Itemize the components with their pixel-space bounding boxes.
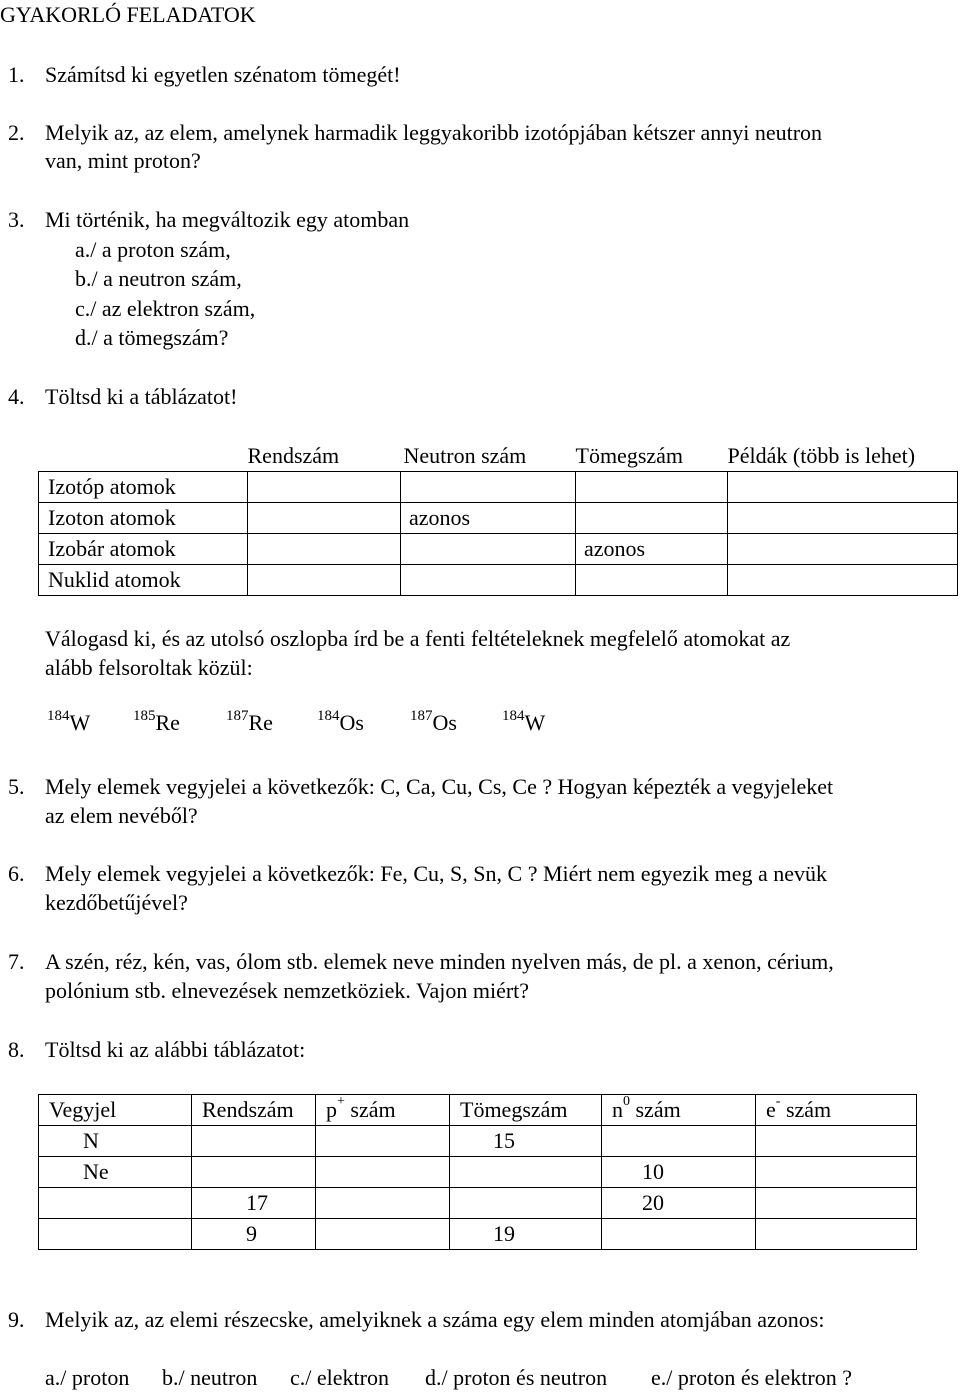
q5-text-line2: az elem nevéből? (45, 803, 198, 828)
particles-table-header (39, 1095, 917, 1126)
page-title: GYAKORLÓ FELADATOK (0, 2, 256, 27)
cell-input[interactable] (728, 565, 958, 596)
q7-number: 7. (8, 949, 25, 974)
isotope-item: $^{187}$Re (226, 708, 273, 735)
q9-option-b: b./ neutron (162, 1365, 258, 1390)
header-rendszam: Rendszám (247, 443, 340, 468)
cell-input[interactable] (248, 534, 401, 565)
cell-input[interactable] (248, 503, 401, 534)
q3-option-b: b./ a neutron szám, (75, 266, 242, 291)
cell-input[interactable] (316, 1188, 450, 1219)
header-tomegszam: Tömegszám (450, 1095, 602, 1126)
cell-input[interactable]: 10 (602, 1157, 756, 1188)
cell-input[interactable]: azonos (576, 534, 728, 565)
row-label: Izobár atomok (39, 534, 248, 565)
cell-input[interactable]: 15 (450, 1126, 602, 1157)
cell-input[interactable] (728, 472, 958, 503)
cell-input[interactable] (39, 1188, 192, 1219)
q2-number: 2. (8, 120, 25, 145)
cell-input[interactable] (401, 472, 576, 503)
particles-table (38, 1094, 917, 1250)
q6-number: 6. (8, 861, 25, 886)
cell-input[interactable] (248, 472, 401, 503)
table-row (39, 1126, 917, 1157)
q9-number: 9. (8, 1307, 25, 1332)
cell-input[interactable]: 20 (602, 1188, 756, 1219)
q3-number: 3. (8, 207, 25, 232)
cell-input[interactable] (756, 1188, 917, 1219)
table-row (39, 1219, 917, 1250)
table-row (39, 1157, 917, 1188)
cell-input[interactable] (576, 503, 728, 534)
cell-input[interactable] (576, 565, 728, 596)
cell-input[interactable] (602, 1219, 756, 1250)
cell-input[interactable] (756, 1157, 917, 1188)
q8-text: Töltsd ki az alábbi táblázatot: (45, 1037, 306, 1062)
q1-text: Számítsd ki egyetlen szénatom tömegét! (45, 62, 401, 87)
header-peldak: Példák (több is lehet) (727, 443, 916, 468)
table-row (39, 503, 958, 534)
q8-number: 8. (8, 1037, 25, 1062)
q5-number: 5. (8, 774, 25, 799)
header-vegyjel: Vegyjel (39, 1095, 192, 1126)
isotope-item: $^{184}$W (47, 708, 91, 735)
isotope-table-header (39, 441, 958, 472)
isotope-item: $^{185}$Re (133, 708, 180, 735)
table-row (39, 1188, 917, 1219)
cell-input[interactable]: 17 (192, 1188, 316, 1219)
q4-number: 4. (8, 384, 25, 409)
cell-input[interactable] (316, 1157, 450, 1188)
q9-option-d: d./ proton és neutron (425, 1365, 608, 1390)
cell-input[interactable]: 9 (192, 1219, 316, 1250)
cell-input[interactable] (401, 565, 576, 596)
q3-text: Mi történik, ha megváltozik egy atomban (45, 207, 410, 232)
q3-option-d: d./ a tömegszám? (75, 325, 229, 350)
cell-input[interactable] (401, 534, 576, 565)
cell-input[interactable] (248, 565, 401, 596)
cell-input[interactable] (728, 503, 958, 534)
cell-input[interactable] (316, 1219, 450, 1250)
header-e-szam: e- szám (756, 1095, 917, 1126)
isotope-item: $^{184}$Os (317, 708, 364, 735)
isotope-table (38, 441, 958, 596)
cell-input[interactable] (450, 1157, 602, 1188)
cell-input[interactable]: Ne (39, 1157, 192, 1188)
q5-text-line1: Mely elemek vegyjelei a következők: C, Ca, Cu, Cs, Ce ? Hogyan képezték a vegyjeleket (45, 774, 834, 799)
cell-input[interactable] (316, 1126, 450, 1157)
cell-input[interactable] (728, 534, 958, 565)
table-row (39, 534, 958, 565)
cell-input[interactable] (192, 1126, 316, 1157)
q1-number: 1. (8, 62, 25, 87)
header-n-szam: $n^0$ szám (602, 1095, 756, 1126)
table-row (39, 565, 958, 596)
cell-input[interactable] (192, 1157, 316, 1188)
isotope-item: $^{184}$W (502, 708, 546, 735)
header-neutron-szam: Neutron szám (403, 443, 527, 468)
q9-option-a: a./ proton (45, 1365, 130, 1390)
table-row (39, 472, 958, 503)
cell-input[interactable]: azonos (401, 503, 576, 534)
q9-option-c: c./ elektron (290, 1365, 389, 1390)
q7-text-line1: A szén, réz, kén, vas, ólom stb. elemek neve minden nyelven más, de pl. a xenon, cérium, (45, 949, 834, 974)
instruction-line1: Válogasd ki, és az utolsó oszlopba írd be a fenti feltételeknek megfelelő atomokat az (45, 626, 791, 651)
row-label: Nuklid atomok (39, 565, 248, 596)
cell-input[interactable] (450, 1188, 602, 1219)
q4-text: Töltsd ki a táblázatot! (45, 384, 238, 409)
q9-option-e: e./ proton és elektron ? (651, 1365, 852, 1390)
q3-option-a: a./ a proton szám, (75, 237, 231, 262)
q7-text-line2: polónium stb. elnevezések nemzetköziek. Vajon miért? (45, 978, 530, 1003)
q2-text-line1: Melyik az, az elem, amelynek harmadik leggyakoribb izotópjában kétszer annyi neutron (45, 120, 823, 145)
header-tomegszam: Tömegszám (575, 443, 684, 468)
cell-input[interactable]: N (39, 1126, 192, 1157)
cell-input[interactable] (39, 1219, 192, 1250)
q2-text-line2: van, mint proton? (45, 148, 201, 173)
q9-text: Melyik az, az elemi részecske, amelyiknek a száma egy elem minden atomjában azonos: (45, 1307, 825, 1332)
cell-input[interactable] (602, 1126, 756, 1157)
isotope-item: $^{187}$Os (410, 708, 457, 735)
header-p-szam: p+ szám (316, 1095, 450, 1126)
header-rendszam: Rendszám (192, 1095, 316, 1126)
cell-input[interactable] (756, 1126, 917, 1157)
q3-option-c: c./ az elektron szám, (75, 296, 256, 321)
q6-text-line2: kezdőbetűjével? (45, 890, 188, 915)
q6-text-line1: Mely elemek vegyjelei a következők: Fe, Cu, S, Sn, C ? Miért nem egyezik meg a nevük (45, 861, 828, 886)
cell-input[interactable]: 19 (450, 1219, 602, 1250)
cell-input[interactable] (576, 472, 728, 503)
cell-input[interactable] (756, 1219, 917, 1250)
row-label: Izotóp atomok (39, 472, 248, 503)
row-label: Izoton atomok (39, 503, 248, 534)
instruction-line2: alább felsoroltak közül: (45, 655, 253, 680)
